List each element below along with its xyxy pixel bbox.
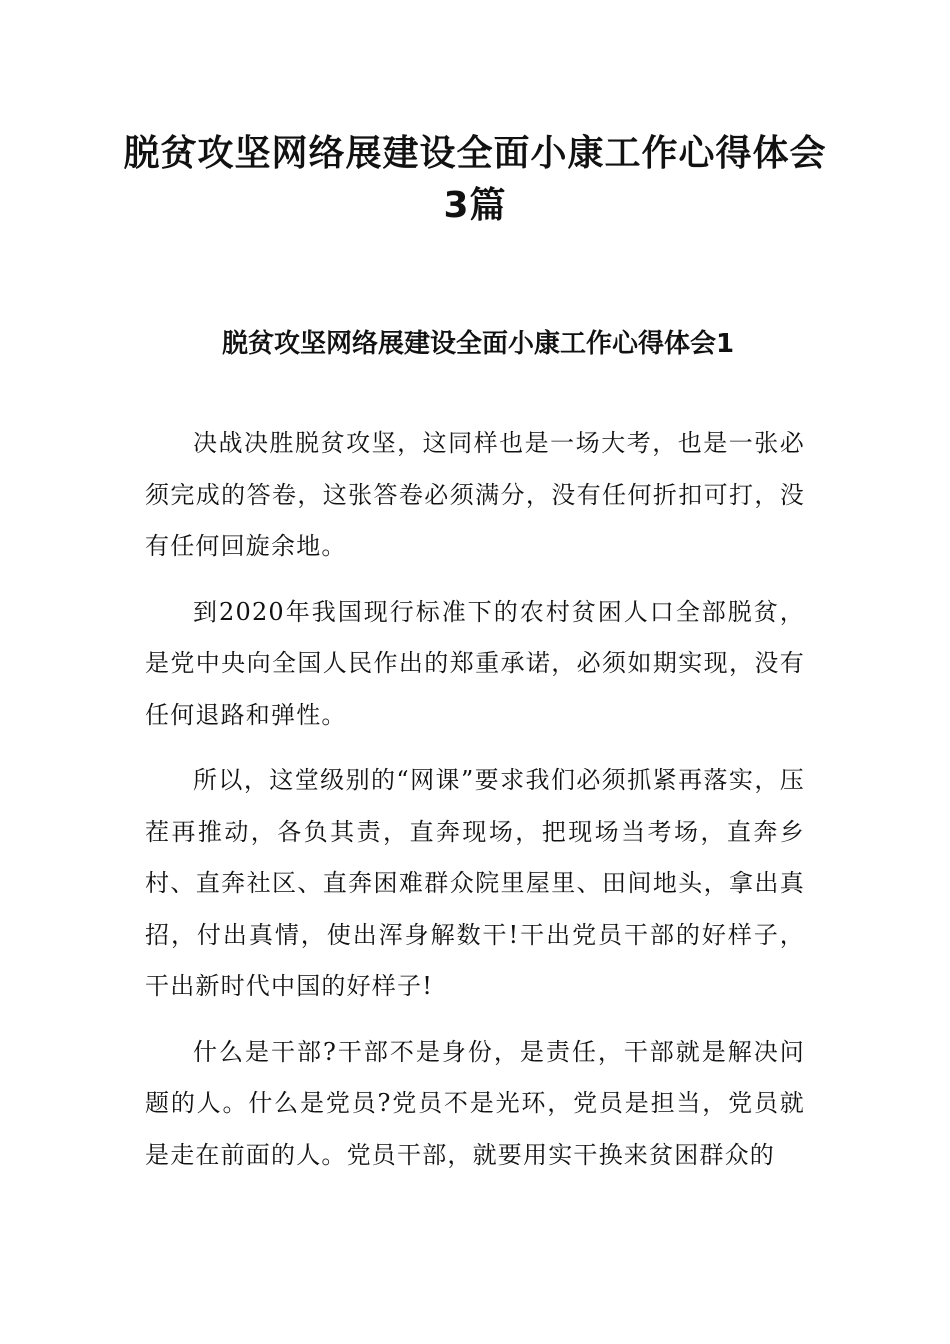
body-text <box>145 418 805 1195</box>
section-heading: 脱贫攻坚网络展建设全面小康工作心得体会1 <box>222 329 735 359</box>
document-title: 脱贫攻坚网络展建设全面小康工作心得体会3篇 <box>123 133 827 226</box>
paragraph: 所以，这堂级别的“网课”要求我们必须抓紧再落实，压茬再推动，各负其责，直奔现场，把现场当考场，直奔乡村、直奔社区、直奔困难群众院里屋里、田间地头，拿出真招，付出真情，使出浑身解数干!干出党员干部的好样子，干出新时代中国的好样子! <box>145 766 805 1000</box>
paragraph: 什么是干部?干部不是身份，是责任，干部就是解决问题的人。什么是党员?党员不是光环，党员是担当，党员就是走在前面的人。党员干部，就要用实干换来贫困群众的 <box>145 1037 805 1169</box>
paragraph: 决战决胜脱贫攻坚，这同样也是一场大考，也是一张必须完成的答卷，这张答卷必须满分，没有任何折扣可打，没有任何回旋余地。 <box>145 429 805 560</box>
paragraph: 到2020年我国现行标准下的农村贫困人口全部脱贫，是党中央向全国人民作出的郑重承诺，必须如期实现，没有任何退路和弹性。 <box>145 597 805 729</box>
